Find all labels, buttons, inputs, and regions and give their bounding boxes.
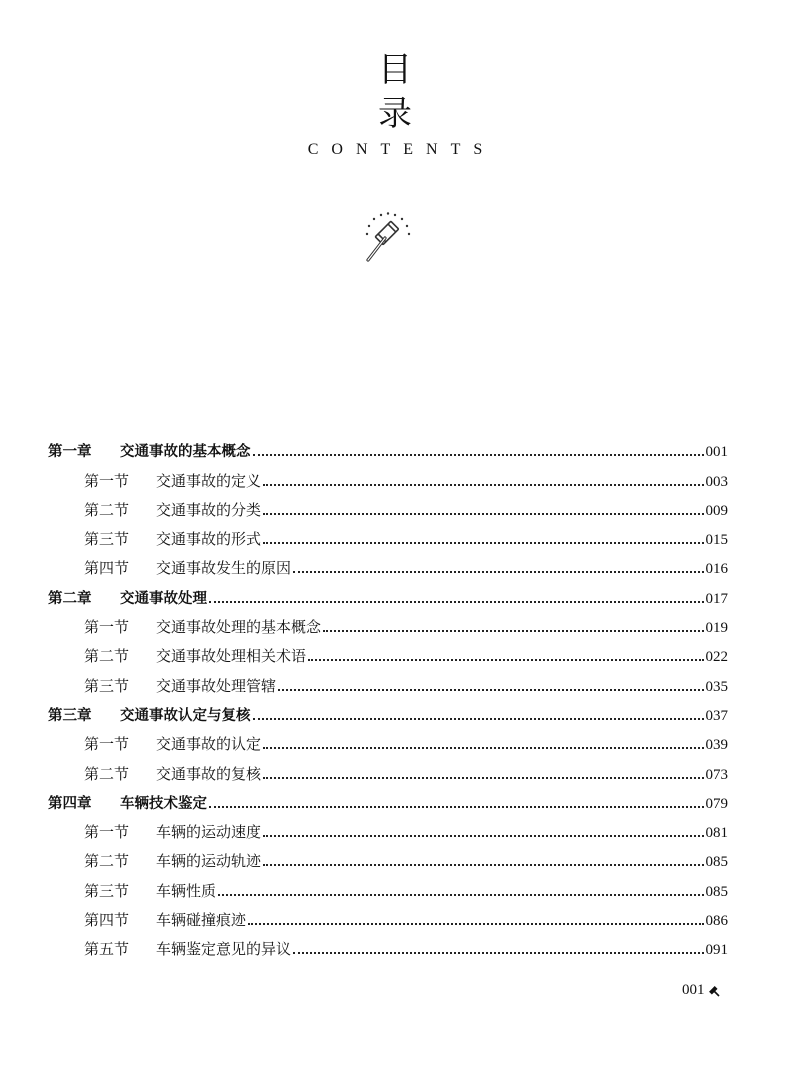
toc-section-row xyxy=(48,930,728,959)
toc-entry-page: 085 xyxy=(705,883,728,900)
dot-leader xyxy=(308,658,703,661)
toc-entry-number: 第三节 xyxy=(84,881,130,900)
table-of-contents xyxy=(48,432,728,959)
dot-leader xyxy=(278,688,703,691)
toc-chapter-row xyxy=(48,578,728,607)
dot-leader xyxy=(263,483,703,486)
toc-entry-number: 第二节 xyxy=(84,852,130,871)
toc-entry-title: 交通事故的认定 xyxy=(156,735,262,754)
toc-entry-page: 085 xyxy=(705,854,728,871)
toc-entry-page: 022 xyxy=(705,649,728,666)
toc-entry-page: 001 xyxy=(705,444,728,461)
toc-entry-title: 车辆性质 xyxy=(156,881,217,900)
page-title-char-2: 录 xyxy=(378,94,412,134)
dot-leader xyxy=(263,834,703,837)
toc-entry-title: 交通事故发生的原因 xyxy=(156,559,292,578)
dot-leader xyxy=(248,922,703,925)
gavel-icon xyxy=(708,985,720,997)
toc-entry-page: 017 xyxy=(705,590,728,607)
dot-leader xyxy=(263,776,703,779)
toc-entry-number: 第四章 xyxy=(48,795,92,812)
toc-entry-title: 交通事故的复核 xyxy=(156,764,262,783)
dot-leader xyxy=(263,541,703,544)
toc-entry-number: 第三节 xyxy=(84,530,130,549)
dot-leader xyxy=(218,893,703,896)
dot-leader xyxy=(253,717,704,720)
dot-leader xyxy=(263,863,703,866)
dot-leader xyxy=(323,629,703,632)
page-subtitle: CONTENTS xyxy=(307,141,496,158)
toc-entry-page: 019 xyxy=(705,620,728,637)
toc-entry-number: 第二节 xyxy=(84,764,130,783)
toc-entry-title: 交通事故的分类 xyxy=(156,500,262,519)
toc-entry-title: 交通事故的基本概念 xyxy=(120,444,251,461)
toc-entry-title: 车辆技术鉴定 xyxy=(120,795,207,812)
toc-section-row xyxy=(48,871,728,900)
dot-leader xyxy=(209,805,704,808)
dot-leader xyxy=(293,951,703,954)
toc-section-row xyxy=(48,666,728,695)
toc-chapter-row xyxy=(48,432,728,461)
toc-entry-number: 第一章 xyxy=(48,444,92,461)
toc-entry-number: 第四节 xyxy=(84,911,130,930)
toc-entry-number: 第四节 xyxy=(84,559,130,578)
toc-entry-number: 第五节 xyxy=(84,940,130,959)
toc-entry-title: 车辆的运动轨迹 xyxy=(156,852,262,871)
toc-section-row xyxy=(48,813,728,842)
dot-leader xyxy=(263,512,703,515)
toc-entry-page: 009 xyxy=(705,502,728,519)
dot-leader xyxy=(263,746,703,749)
toc-section-row xyxy=(48,901,728,930)
toc-entry-page: 016 xyxy=(705,561,728,578)
toc-section-row xyxy=(48,842,728,871)
toc-entry-title: 交通事故认定与复核 xyxy=(120,707,251,724)
toc-entry-number: 第一节 xyxy=(84,735,130,754)
toc-section-row xyxy=(48,549,728,578)
dot-leader xyxy=(253,453,704,456)
toc-entry-page: 073 xyxy=(705,766,728,783)
toc-entry-page: 091 xyxy=(705,942,728,959)
toc-entry-title: 车辆的运动速度 xyxy=(156,823,262,842)
toc-section-row xyxy=(48,754,728,783)
toc-chapter-row xyxy=(48,784,728,813)
toc-chapter-row xyxy=(48,696,728,725)
toc-entry-title: 车辆鉴定意见的异议 xyxy=(156,940,292,959)
toc-entry-number: 第三节 xyxy=(84,676,130,695)
dot-leader xyxy=(293,570,703,573)
toc-section-row xyxy=(48,520,728,549)
toc-entry-page: 037 xyxy=(705,707,728,724)
toc-entry-title: 交通事故的形式 xyxy=(156,530,262,549)
toc-entry-number: 第二节 xyxy=(84,500,130,519)
toc-entry-title: 交通事故处理相关术语 xyxy=(156,647,307,666)
page-number: 001 xyxy=(682,982,705,998)
toc-entry-number: 第二章 xyxy=(48,590,92,607)
toc-entry-title: 交通事故处理管辖 xyxy=(156,676,277,695)
page-footer xyxy=(682,982,720,999)
toc-entry-title: 交通事故的定义 xyxy=(156,471,262,490)
toc-entry-number: 第一节 xyxy=(84,618,130,637)
toc-entry-page: 039 xyxy=(705,737,728,754)
toc-entry-title: 交通事故处理的基本概念 xyxy=(156,618,322,637)
toc-entry-page: 079 xyxy=(705,795,728,812)
toc-entry-page: 081 xyxy=(705,825,728,842)
toc-entry-title: 交通事故处理 xyxy=(120,590,207,607)
toc-section-row xyxy=(48,637,728,666)
toc-section-row xyxy=(48,491,728,520)
toc-entry-page: 035 xyxy=(705,678,728,695)
dot-leader xyxy=(209,600,704,603)
toc-entry-number: 第二节 xyxy=(84,647,130,666)
page-title-char-1: 目 xyxy=(378,50,412,90)
toc-section-row xyxy=(48,461,728,490)
toc-section-row xyxy=(48,725,728,754)
toc-section-row xyxy=(48,608,728,637)
toc-entry-page: 086 xyxy=(705,913,728,930)
toc-entry-page: 015 xyxy=(705,532,728,549)
toc-entry-number: 第三章 xyxy=(48,707,92,724)
toc-entry-number: 第一节 xyxy=(84,823,130,842)
toc-entry-page: 003 xyxy=(705,473,728,490)
gavel-icon xyxy=(355,208,419,268)
toc-entry-number: 第一节 xyxy=(84,471,130,490)
toc-entry-title: 车辆碰撞痕迹 xyxy=(156,911,247,930)
